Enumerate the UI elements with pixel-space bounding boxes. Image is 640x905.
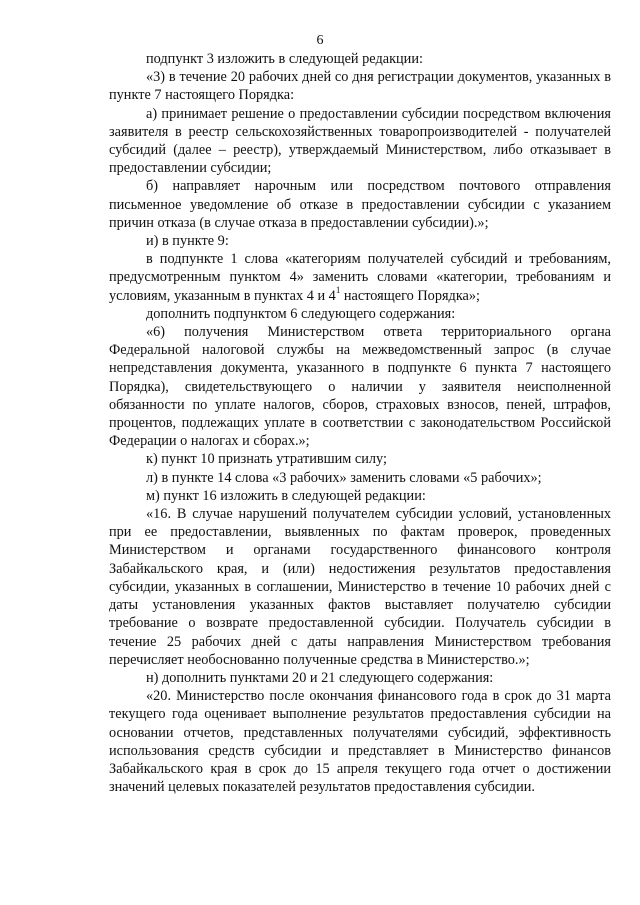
para-subpoint-1-text-before: в подпункте 1 слова «категориям получателей субсидий и требованиям, предусмотренным пунктом 4» заменить словами «категории, требованиям и условиям, указанным в пунктах 4 и 4 — [109, 251, 611, 304]
para-subpoint-1 — [109, 250, 611, 305]
para-m: м) пункт 16 изложить в следующей редакции: — [146, 487, 426, 504]
para-point-20: «20. Министерство после окончания финансового года в срок до 31 марта текущего года оценивает выполнение результатов предоставления субсидии на основании отчетов, представленных получателями субсидий, эффективность использования средств субсидии и представляет в Министерство финансов Забайкальского края в срок до 15 апреля текущего года отчет о достижении значений целевых показателей результатов предоставления субсидии. — [109, 688, 611, 796]
superscript-1: 1 — [335, 284, 341, 295]
para-b: б) направляет нарочным или посредством почтового отправления письменное уведомление об отказе в предоставлении субсидии с указанием причин отказа (в случае отказа в предоставлении субсидии).»; — [109, 178, 611, 231]
para-a: а) принимает решение о предоставлении субсидии посредством включения заявителя в реестр сельскохозяйственных товаропроизводителей - получателей субсидий (далее – реестр), утверждаемый Министерством, либо отказывает в предоставлении субсидии; — [109, 105, 611, 177]
para-n: н) дополнить пунктами 20 и 21 следующего содержания: — [146, 669, 494, 686]
para-point-16: «16. В случае нарушений получателем субсидии условий, установленных при ее предоставлении, выявленных по фактам проверок, проведенных Министерством и органами государственного финансового контроля Забайкальского края, и (или) недостижения результатов предоставления субсидии, указанных в соглашении, Министерство в течение 10 рабочих дней с даты установления указанных фактов выставляет получателю субсидии требование о возврате предоставленной субсидии. Получатель субсидии в течение 25 рабочих дней с даты направления Министерством требования перечисляет необоснованно полученные средства в Министерство.»; — [109, 506, 611, 668]
page-number: 6 — [316, 33, 324, 48]
para-k: к) пункт 10 признать утратившим силу; — [146, 451, 387, 468]
para-add-subpoint-6: дополнить подпунктом 6 следующего содержания: — [146, 305, 456, 322]
para-subpoint-3-intro: подпункт 3 изложить в следующей редакции: — [146, 51, 423, 67]
para-subpoint-3: «3) в течение 20 рабочих дней со дня регистрации документов, указанных в пункте 7 настоящего Порядка: — [109, 69, 611, 104]
para-subpoint-1-text-after: настоящего Порядка»; — [340, 287, 481, 304]
para-subpoint-6: «6) получения Министерством ответа территориального органа Федеральной налоговой службы на межведомственный запрос (в случае непредставления документа, указанного в подпункте 6 пункта 7 настоящего Порядка), свидетельствующего о наличии у заявителя неисполненной обязанности по уплате налогов, сборов, страховых взносов, пеней, штрафов, процентов, подлежащих уплате в соответствии с законодательством Российской Федерации о налогах и сборах.»; — [109, 324, 611, 450]
para-i-point-9: и) в пункте 9: — [146, 233, 229, 250]
para-l: л) в пункте 14 слова «3 рабочих» заменить словами «5 рабочих»; — [146, 469, 542, 486]
document-body — [109, 50, 611, 796]
